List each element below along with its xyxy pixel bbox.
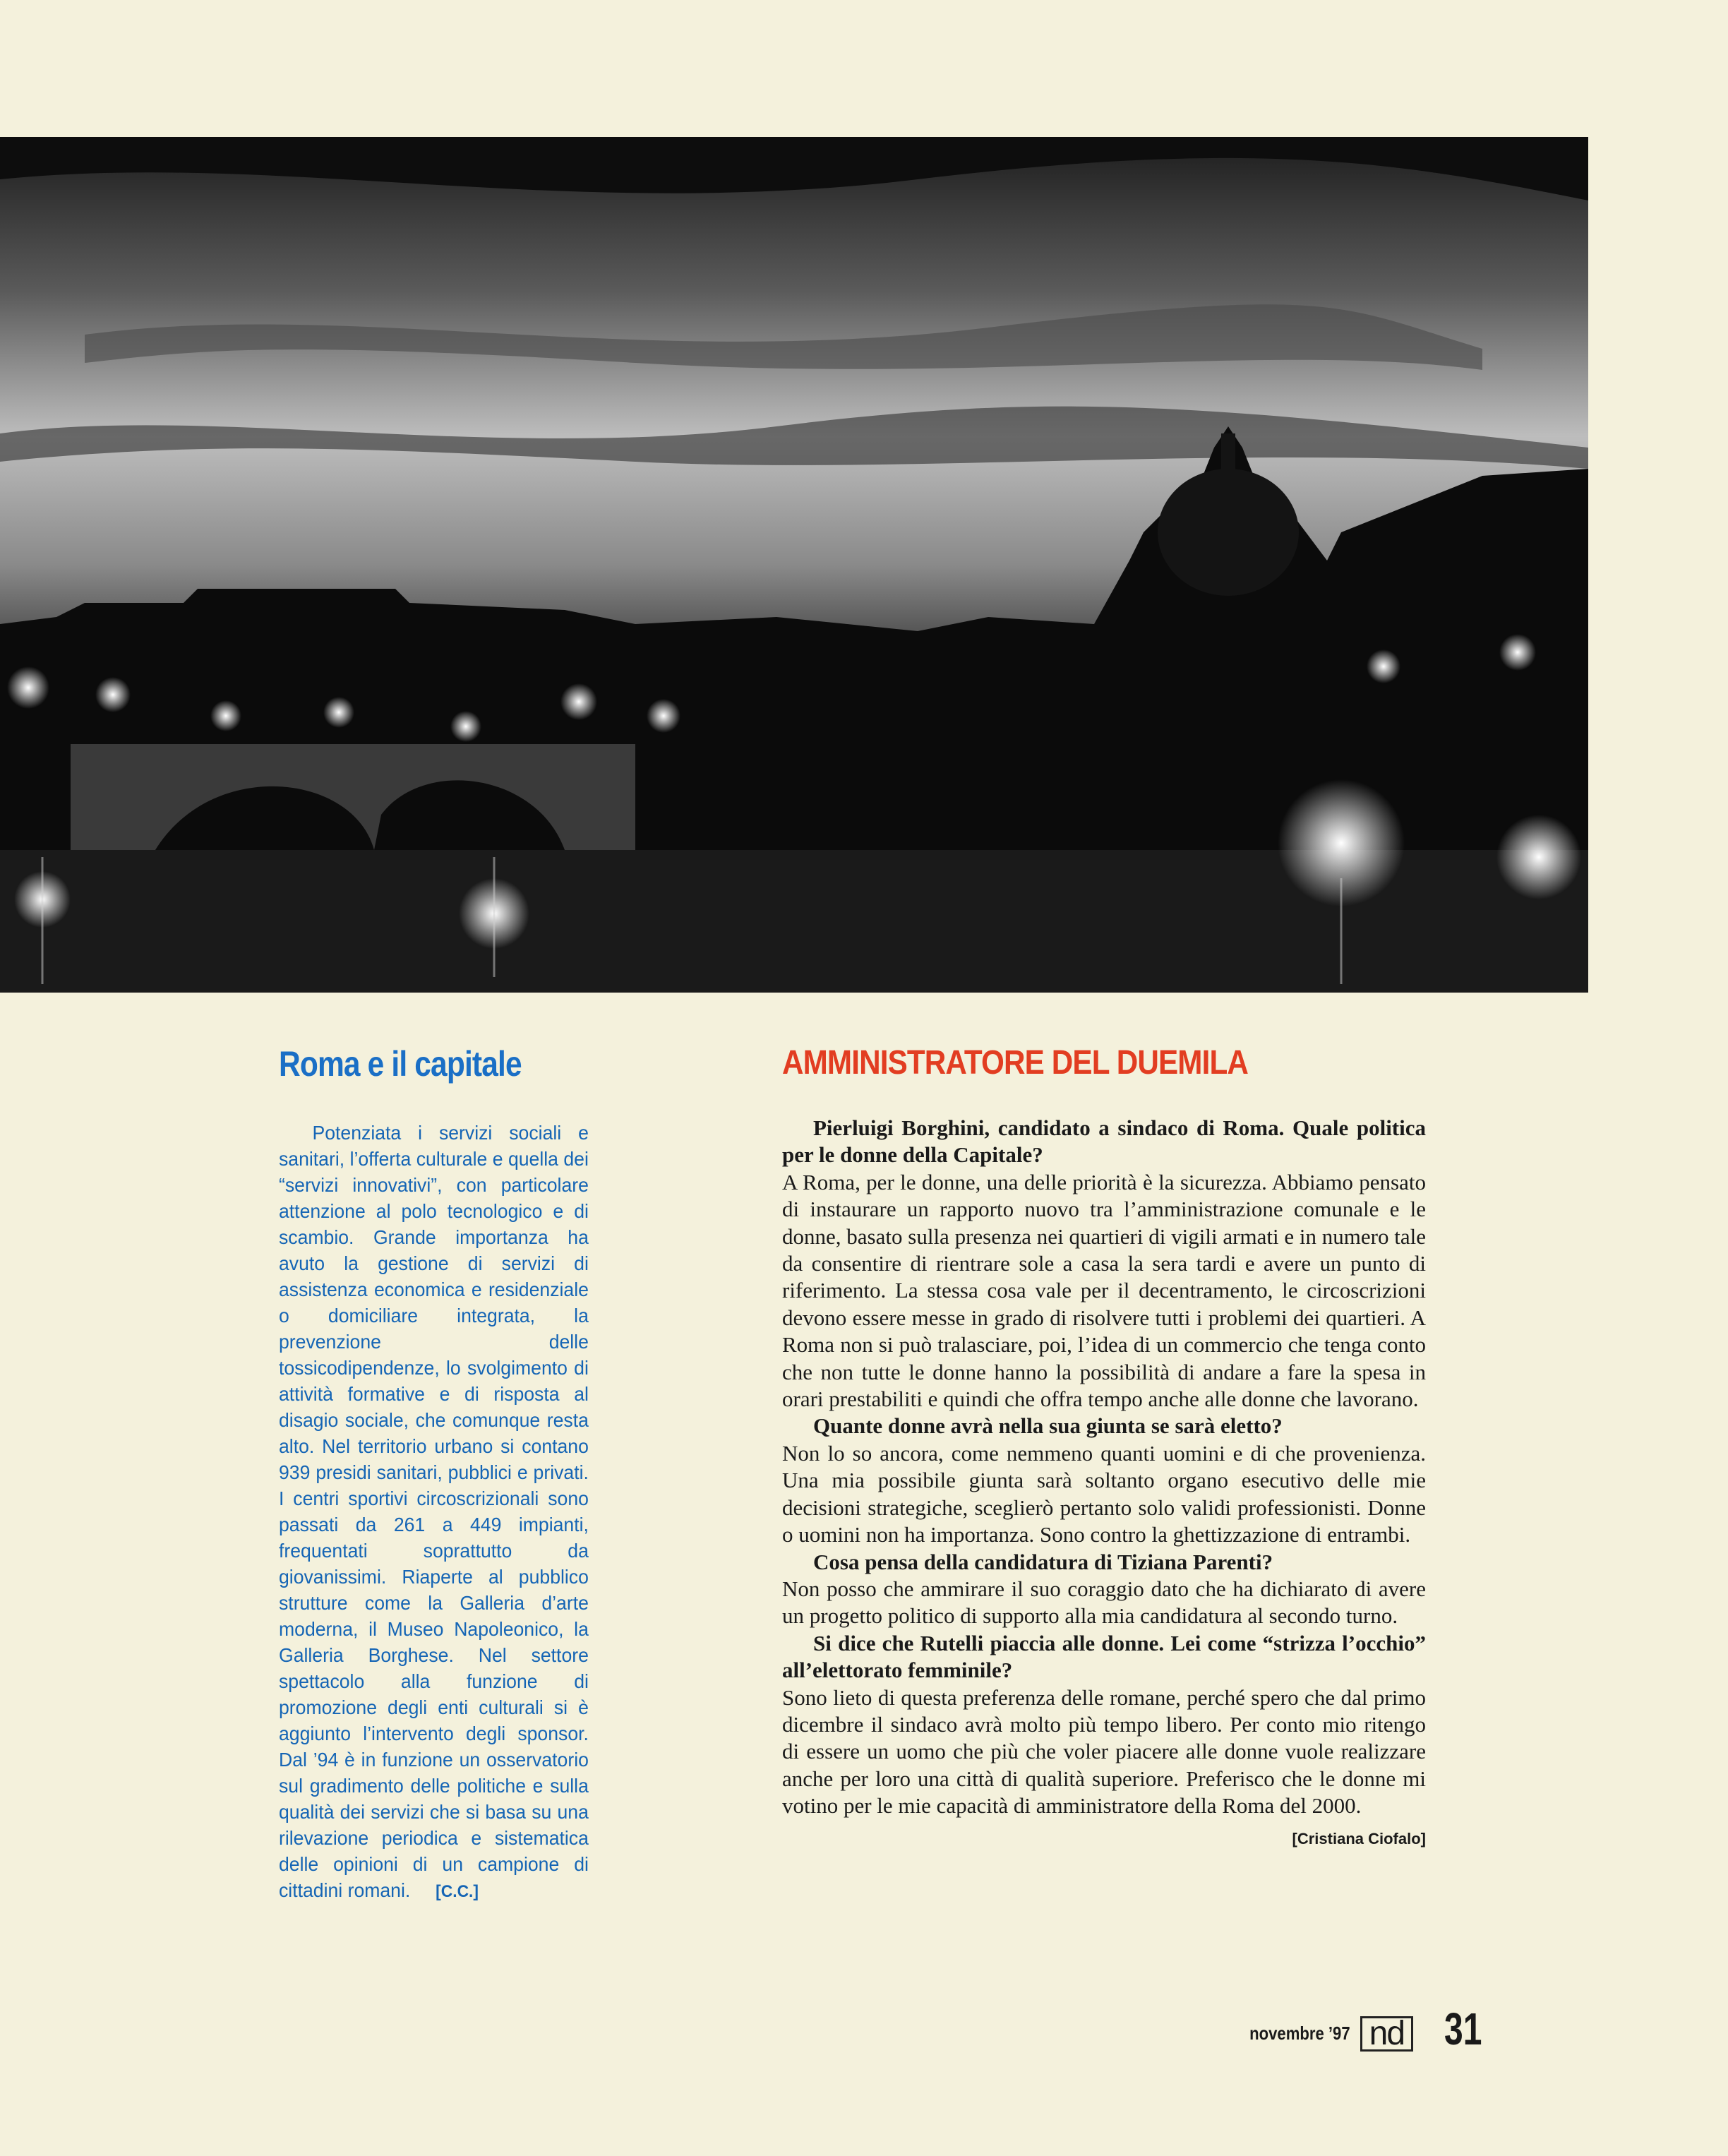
issue-date: novembre ’97 (1249, 2023, 1350, 2044)
question-4: Si dice che Rutelli piaccia alle donne. Lei come “strizza l’occhio” all’elettorato femminile? (782, 1630, 1426, 1683)
question-1: Pierluigi Borghini, candidato a sindaco di Roma. Quale politica per le donne della Capitale? (782, 1115, 1426, 1168)
sidebar-signature: [C.C.] (436, 1882, 479, 1901)
page-footer (1232, 2002, 1494, 2052)
question-3: Cosa pensa della candidatura di Tiziana Parenti? (813, 1549, 1273, 1574)
sidebar-text: Potenziata i servizi sociali e sanitari, l’offerta culturale e quella dei “servizi innovativi”, con particolare attenzione al polo tecnologico e di scambio. Grande importanza ha avuto la gestione di servizi di assistenza economica e residenziale o domiciliare integrata, la prevenzione delle tossicodipendenze, lo svolgimento di attività formative e di risposta al disagio sociale, che comunque resta alto. Nel territorio urbano si contano 939 presidi sanitari, pubblici e privati. I centri sportivi circoscrizionali sono passati da 261 a 449 impianti, frequentati soprattutto da giovanissimi. Riaperte al pubblico strutture come la Galleria d’arte moderna, il Museo Napoleonico, la Galleria Borghese. Nel settore spettacolo alla funzione di promozione degli enti culturali si è aggiunto l’intervento degli sponsor. Dal ’94 è in funzione un osservatorio sul gradimento delle politiche e sulla qualità dei servizi che si basa su una rilevazione periodica e sistematica delle opinioni di un campione di cittadini romani. (279, 1122, 589, 1901)
answer-2: Non lo so ancora, come nemmeno quanti uomini e di che provenienza. Una mia possibile giunta sarà soltanto organo esecutivo delle mie decisioni strategiche, sceglierò pertanto solo validi professionisti. Donne o uomini non ha importanza. Sono contro la ghettizzazione di entrambi. (782, 1440, 1426, 1547)
byline: [Cristiana Ciofalo] (1292, 1829, 1426, 1847)
interview-article (782, 1043, 1426, 1852)
sidebar-box (279, 1043, 589, 1905)
answer-4-text: Sono lieto di questa preferenza delle romane, perché spero che dal primo dicembre il sindaco avrà molto più tempo libero. Per conto mio ritengo di essere un uomo che più che voler piacere alle donne vuole realizzare anche per loro una città di qualità superiore. Preferisco che le donne mi votino per le mie capacità di amministratore della Roma del 2000. (782, 1684, 1426, 1819)
sidebar-title: Roma e il capitale (279, 1044, 522, 1084)
sidebar-body (279, 1120, 589, 1905)
magazine-logo: nd (1360, 2016, 1413, 2052)
question-2: Quante donne avrà nella sua giunta se sarà eletto? (813, 1413, 1283, 1439)
answer-4 (782, 1684, 1426, 1847)
rome-night-photo (0, 137, 1588, 993)
article-title: AMMINISTRATORE DEL DUEMILA (782, 1044, 1248, 1082)
answer-3: Non posso che ammirare il suo coraggio dato che ha dichiarato di avere un progetto politico di supporto alla mia candidatura al secondo turno. (782, 1576, 1426, 1629)
page-number: 31 (1444, 2004, 1482, 2054)
answer-1: A Roma, per le donne, una delle priorità è la sicurezza. Abbiamo pensato di instaurare un rapporto nuovo tra l’amministrazione comunale e le donne, basato sulla presenza nei quartieri di vigili armati e in numero tale da consentire di rientrare sole a casa la sera tardi e avere un punto di riferimento. La stessa cosa vale per il decentramento, le circoscrizioni devono essere messe in grado di risolvere tutti i problemi dei quartieri. A Roma non si può tralasciare, poi, l’idea di un commercio che tenga conto che non tutte le donne hanno la possibilità di andare a fare la spesa in orari prestabiliti e quindi che offra tempo anche alle donne che lavorano. (782, 1169, 1426, 1412)
